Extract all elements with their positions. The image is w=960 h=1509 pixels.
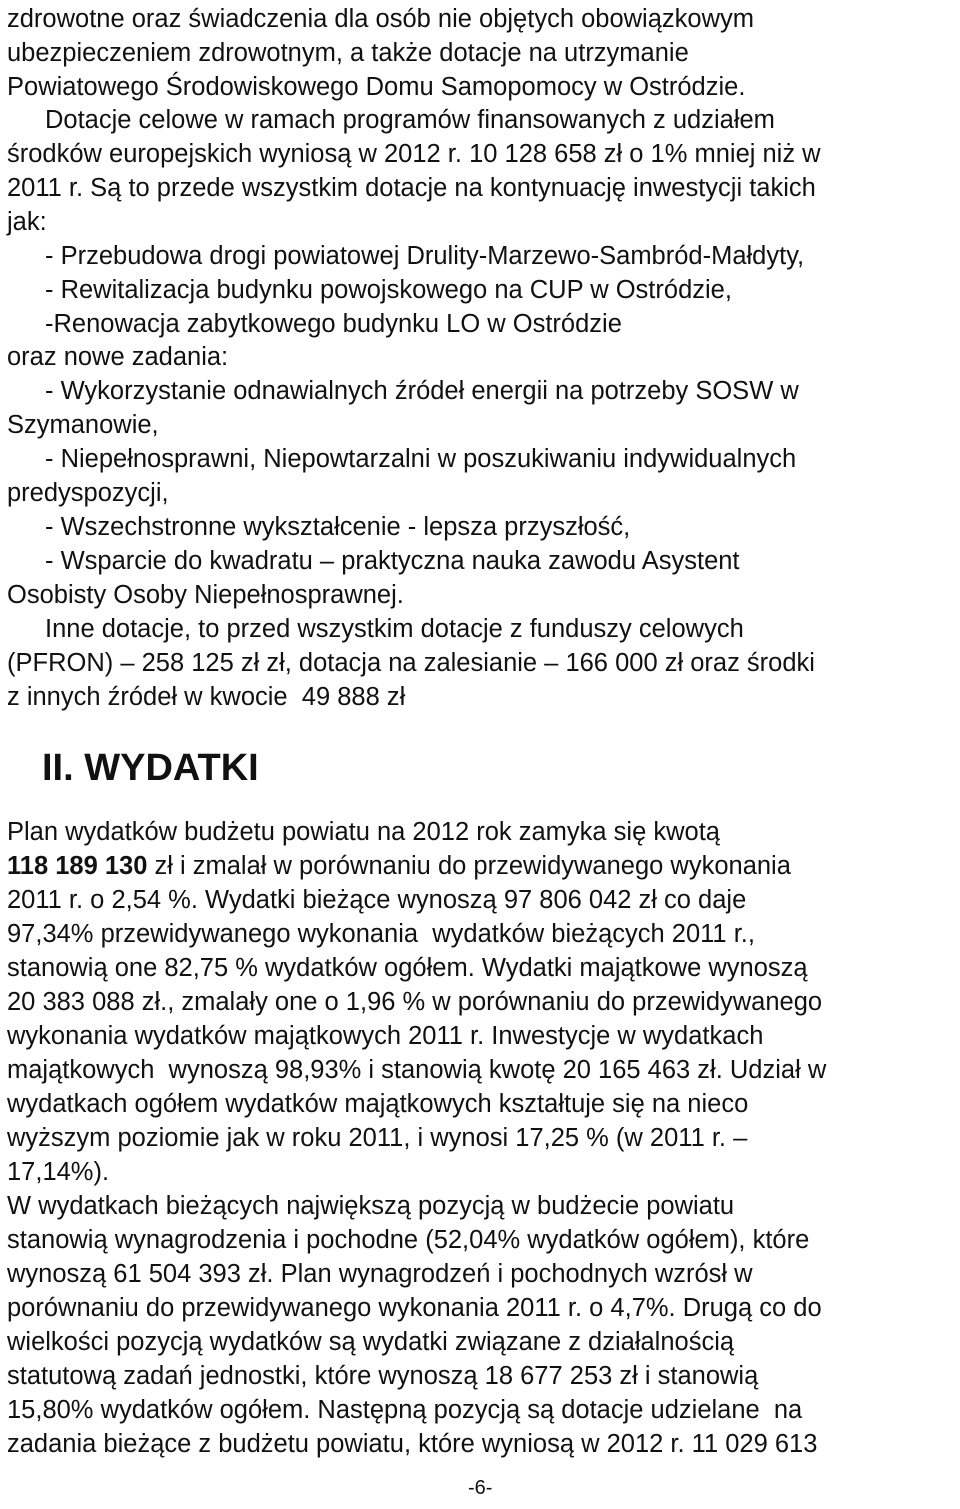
text-line: oraz nowe zadania:: [7, 343, 229, 371]
text-line: wynoszą 61 504 393 zł. Plan wynagrodzeń i pochodnych wzrósł w: [7, 1260, 753, 1288]
text-line: Powiatowego Środowiskowego Domu Samopomocy w Ostródzie.: [7, 73, 746, 101]
section-heading: II. WYDATKI: [42, 747, 259, 789]
text-line: Dotacje celowe w ramach programów finansowanych z udziałem: [45, 106, 775, 134]
text-line: Plan wydatków budżetu powiatu na 2012 rok zamyka się kwotą: [7, 818, 720, 846]
text-line: 17,14%).: [7, 1158, 110, 1186]
text-line: wielkości pozycją wydatków są wydatki związane z działalnością: [7, 1328, 735, 1356]
text-line: statutową zadań jednostki, które wynoszą 18 677 253 zł i stanowią: [7, 1362, 759, 1390]
text-line: zdrowotne oraz świadczenia dla osób nie objętych obowiązkowym: [7, 5, 754, 33]
list-item: - Przebudowa drogi powiatowej Drulity-Marzewo-Sambród-Małdyty,: [45, 242, 805, 270]
list-item: - Wykorzystanie odnawialnych źródeł energii na potrzeby SOSW w: [45, 377, 799, 405]
text-line: 2011 r. Są to przede wszystkim dotacje na kontynuację inwestycji takich: [7, 174, 816, 202]
text-line: predyspozycji,: [7, 479, 169, 507]
list-item: -Renowacja zabytkowego budynku LO w Ostródzie: [45, 310, 622, 338]
text-line: 15,80% wydatków ogółem. Następną pozycją są dotacje udzielane na: [7, 1396, 803, 1424]
text-line: wydatkach ogółem wydatków majątkowych kształtuje się na nieco: [7, 1090, 749, 1118]
text-line: [7, 849, 791, 883]
list-item: - Wszechstronne wykształcenie - lepsza przyszłość,: [45, 513, 631, 541]
text-line: (PFRON) – 258 125 zł zł, dotacja na zalesianie – 166 000 zł oraz środki: [7, 649, 815, 677]
text-line: Osobisty Osoby Niepełnosprawnej.: [7, 581, 404, 609]
page-number: -6-: [468, 1477, 493, 1499]
text-line: stanowią one 82,75 % wydatków ogółem. Wydatki majątkowe wynoszą: [7, 954, 808, 982]
list-item: - Wsparcie do kwadratu – praktyczna nauka zawodu Asystent: [45, 547, 740, 575]
text-line: stanowią wynagrodzenia i pochodne (52,04% wydatków ogółem), które: [7, 1226, 810, 1254]
text-line: Szymanowie,: [7, 411, 159, 439]
text-line: Inne dotacje, to przed wszystkim dotacje z funduszy celowych: [45, 615, 744, 643]
text-line: środków europejskich wyniosą w 2012 r. 10 128 658 zł o 1% mniej niż w: [7, 140, 821, 168]
text-line: ubezpieczeniem zdrowotnym, a także dotacje na utrzymanie: [7, 39, 689, 67]
text-line: W wydatkach bieżących największą pozycją w budżecie powiatu: [7, 1192, 735, 1220]
text-line: z innych źródeł w kwocie 49 888 zł: [7, 683, 406, 711]
text-line: porównaniu do przewidywanego wykonania 2011 r. o 4,7%. Drugą co do: [7, 1294, 822, 1322]
list-item: - Niepełnosprawni, Niepowtarzalni w poszukiwaniu indywidualnych: [45, 445, 797, 473]
total-amount: 118 189 130: [7, 852, 148, 880]
text-line: zadania bieżące z budżetu powiatu, które wyniosą w 2012 r. 11 029 613: [7, 1430, 818, 1458]
text-line: majątkowych wynoszą 98,93% i stanowią kwotę 20 165 463 zł. Udział w: [7, 1056, 827, 1084]
list-item: - Rewitalizacja budynku powojskowego na CUP w Ostródzie,: [45, 276, 732, 304]
text-span: zł i zmalał w porównaniu do przewidywanego wykonania: [147, 852, 791, 880]
text-line: 20 383 088 zł., zmalały one o 1,96 % w porównaniu do przewidywanego: [7, 988, 823, 1016]
text-line: wyższym poziomie jak w roku 2011, i wynosi 17,25 % (w 2011 r. –: [7, 1124, 748, 1152]
text-line: wykonania wydatków majątkowych 2011 r. Inwestycje w wydatkach: [7, 1022, 764, 1050]
text-line: jak:: [7, 208, 47, 236]
text-line: 97,34% przewidywanego wykonania wydatków bieżących 2011 r.,: [7, 920, 755, 948]
text-line: 2011 r. o 2,54 %. Wydatki bieżące wynoszą 97 806 042 zł co daje: [7, 886, 747, 914]
